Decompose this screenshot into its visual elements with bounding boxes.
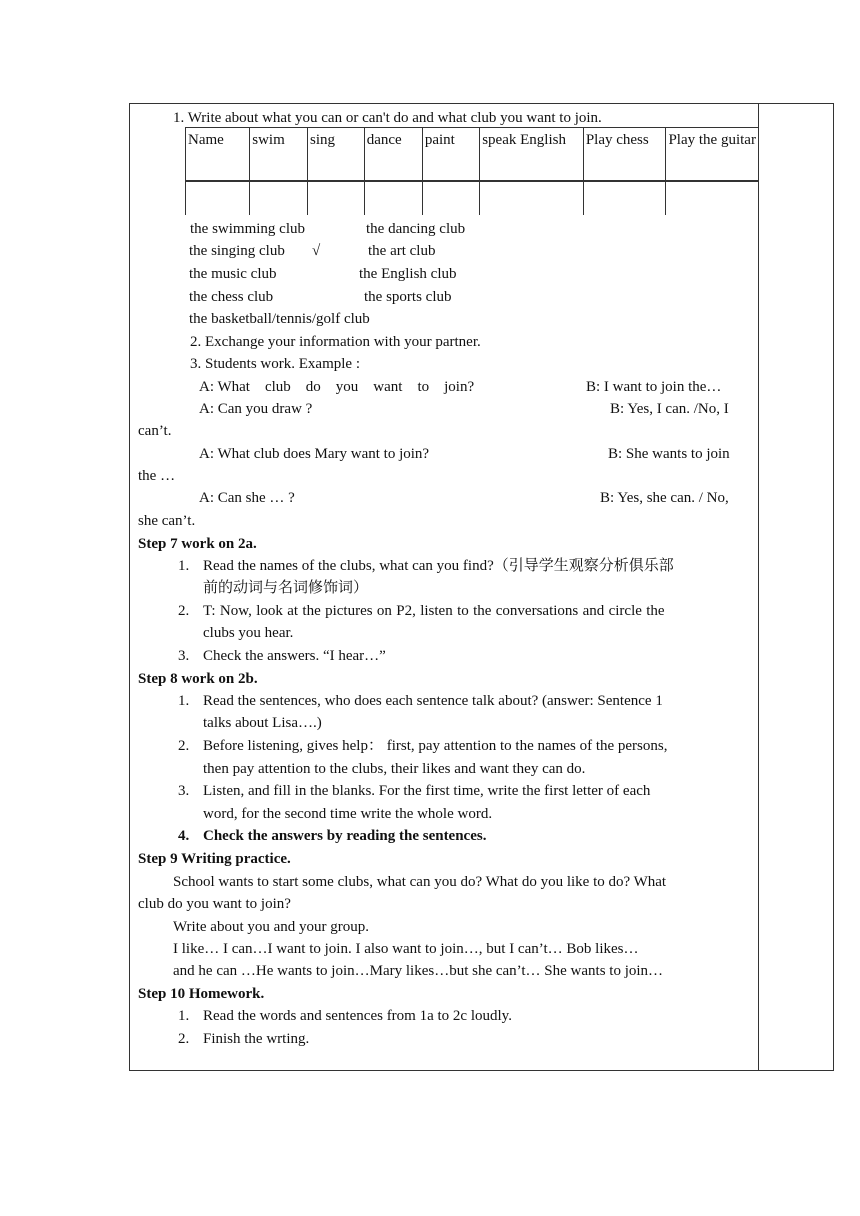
step8-item-1: Read the sentences, who does each sentence talk about? (answer: Sentence 1 <box>203 693 663 709</box>
step8-item-num: 4. <box>178 828 190 844</box>
step8-item-3-cont: word, for the second time write the whole word. <box>203 806 493 822</box>
step9-paragraph-3: I like… I can…I want to join. I also want to join…, but I can’t… Bob likes… <box>173 941 639 957</box>
dialog-a3: A: What club does Mary want to join? <box>199 446 430 462</box>
side-column-divider <box>758 103 759 1071</box>
table-cell <box>422 181 479 215</box>
club-art: the art club <box>368 243 436 259</box>
club-dancing: the dancing club <box>366 221 466 237</box>
club-chess: the chess club <box>189 289 274 305</box>
dialog-b4: B: Yes, she can. / No, <box>600 490 729 506</box>
table-header: Play the guitar <box>666 128 759 182</box>
dialog-b1: B: I want to join the… <box>586 379 722 395</box>
step10-item-2: Finish the wrting. <box>203 1031 310 1047</box>
task3-instruction: 3. Students work. Example : <box>190 356 360 372</box>
step8-item-4: Check the answers by reading the sentences. <box>203 828 487 844</box>
step9-paragraph-1-cont: club do you want to join? <box>138 896 291 912</box>
step7-heading: Step 7 work on 2a. <box>138 536 257 552</box>
table-cell <box>364 181 422 215</box>
table-header: dance <box>364 128 422 182</box>
step10-item-num: 2. <box>178 1031 190 1047</box>
step7-item-3: Check the answers. “I hear…” <box>203 648 386 664</box>
step10-item-1: Read the words and sentences from 1a to 2c loudly. <box>203 1008 512 1024</box>
step7-item-2: T: Now, look at the pictures on P2, listen to the conversations and circle the <box>203 603 665 619</box>
step7-item-1-cont: 前的动词与名词修饰词） <box>203 580 369 596</box>
dialog-b3-cont: the … <box>138 468 176 484</box>
table-header: speak English <box>480 128 584 182</box>
club-ball-games: the basketball/tennis/golf club <box>189 311 370 327</box>
dialog-a2: A: Can you draw ? <box>199 401 313 417</box>
step8-item-3: Listen, and fill in the blanks. For the first time, write the first letter of each <box>203 783 651 799</box>
step7-item-num: 1. <box>178 558 190 574</box>
dialog-a4: A: Can she … ? <box>199 490 295 506</box>
step7-item-num: 3. <box>178 648 190 664</box>
table-header: Name <box>186 128 250 182</box>
step7-item-1: Read the names of the clubs, what can you find?（引导学生观察分析俱乐部 <box>203 558 674 574</box>
step9-heading: Step 9 Writing practice. <box>138 851 291 867</box>
task1-instruction: 1. Write about what you can or can't do and what club you want to join. <box>173 110 602 126</box>
dialog-b2-cont: can’t. <box>138 423 172 439</box>
club-english: the English club <box>359 266 457 282</box>
step8-heading: Step 8 work on 2b. <box>138 671 258 687</box>
step8-item-num: 1. <box>178 693 190 709</box>
dialog-a1: A: What club do you want to join? <box>199 379 475 395</box>
club-swimming: the swimming club <box>190 221 305 237</box>
step7-item-num: 2. <box>178 603 190 619</box>
step10-item-num: 1. <box>178 1008 190 1024</box>
step9-paragraph-1: School wants to start some clubs, what can you do? What do you like to do? What <box>173 874 667 890</box>
step8-item-2-cont: then pay attention to the clubs, their likes and want they can do. <box>203 761 586 777</box>
task2-instruction: 2. Exchange your information with your partner. <box>190 334 481 350</box>
step8-item-num: 2. <box>178 738 190 754</box>
step8-item-num: 3. <box>178 783 190 799</box>
step9-paragraph-2: Write about you and your group. <box>173 919 370 935</box>
table-header: Play chess <box>583 128 666 182</box>
table-cell <box>186 181 250 215</box>
club-sports: the sports club <box>364 289 452 305</box>
table-header: paint <box>422 128 479 182</box>
step7-item-2-cont: clubs you hear. <box>203 625 294 641</box>
table-cell <box>666 181 759 215</box>
dialog-b4-cont: she can’t. <box>138 513 196 529</box>
club-music: the music club <box>189 266 277 282</box>
table-cell <box>583 181 666 215</box>
ability-table <box>185 127 759 215</box>
table-header: sing <box>308 128 365 182</box>
dialog-b2: B: Yes, I can. /No, I <box>610 401 729 417</box>
table-cell <box>308 181 365 215</box>
table-cell <box>480 181 584 215</box>
check-mark: √ <box>312 243 321 259</box>
step8-item-2: Before listening, gives help： first, pay attention to the names of the persons, <box>203 738 668 754</box>
step10-heading: Step 10 Homework. <box>138 986 265 1002</box>
step9-paragraph-3-cont: and he can …He wants to join…Mary likes…but she can’t… She wants to join… <box>173 963 664 979</box>
table-cell <box>250 181 308 215</box>
step8-item-1-cont: talks about Lisa….) <box>203 715 322 731</box>
club-singing: the singing club <box>189 243 285 259</box>
dialog-b3: B: She wants to join <box>608 446 730 462</box>
table-header: swim <box>250 128 308 182</box>
